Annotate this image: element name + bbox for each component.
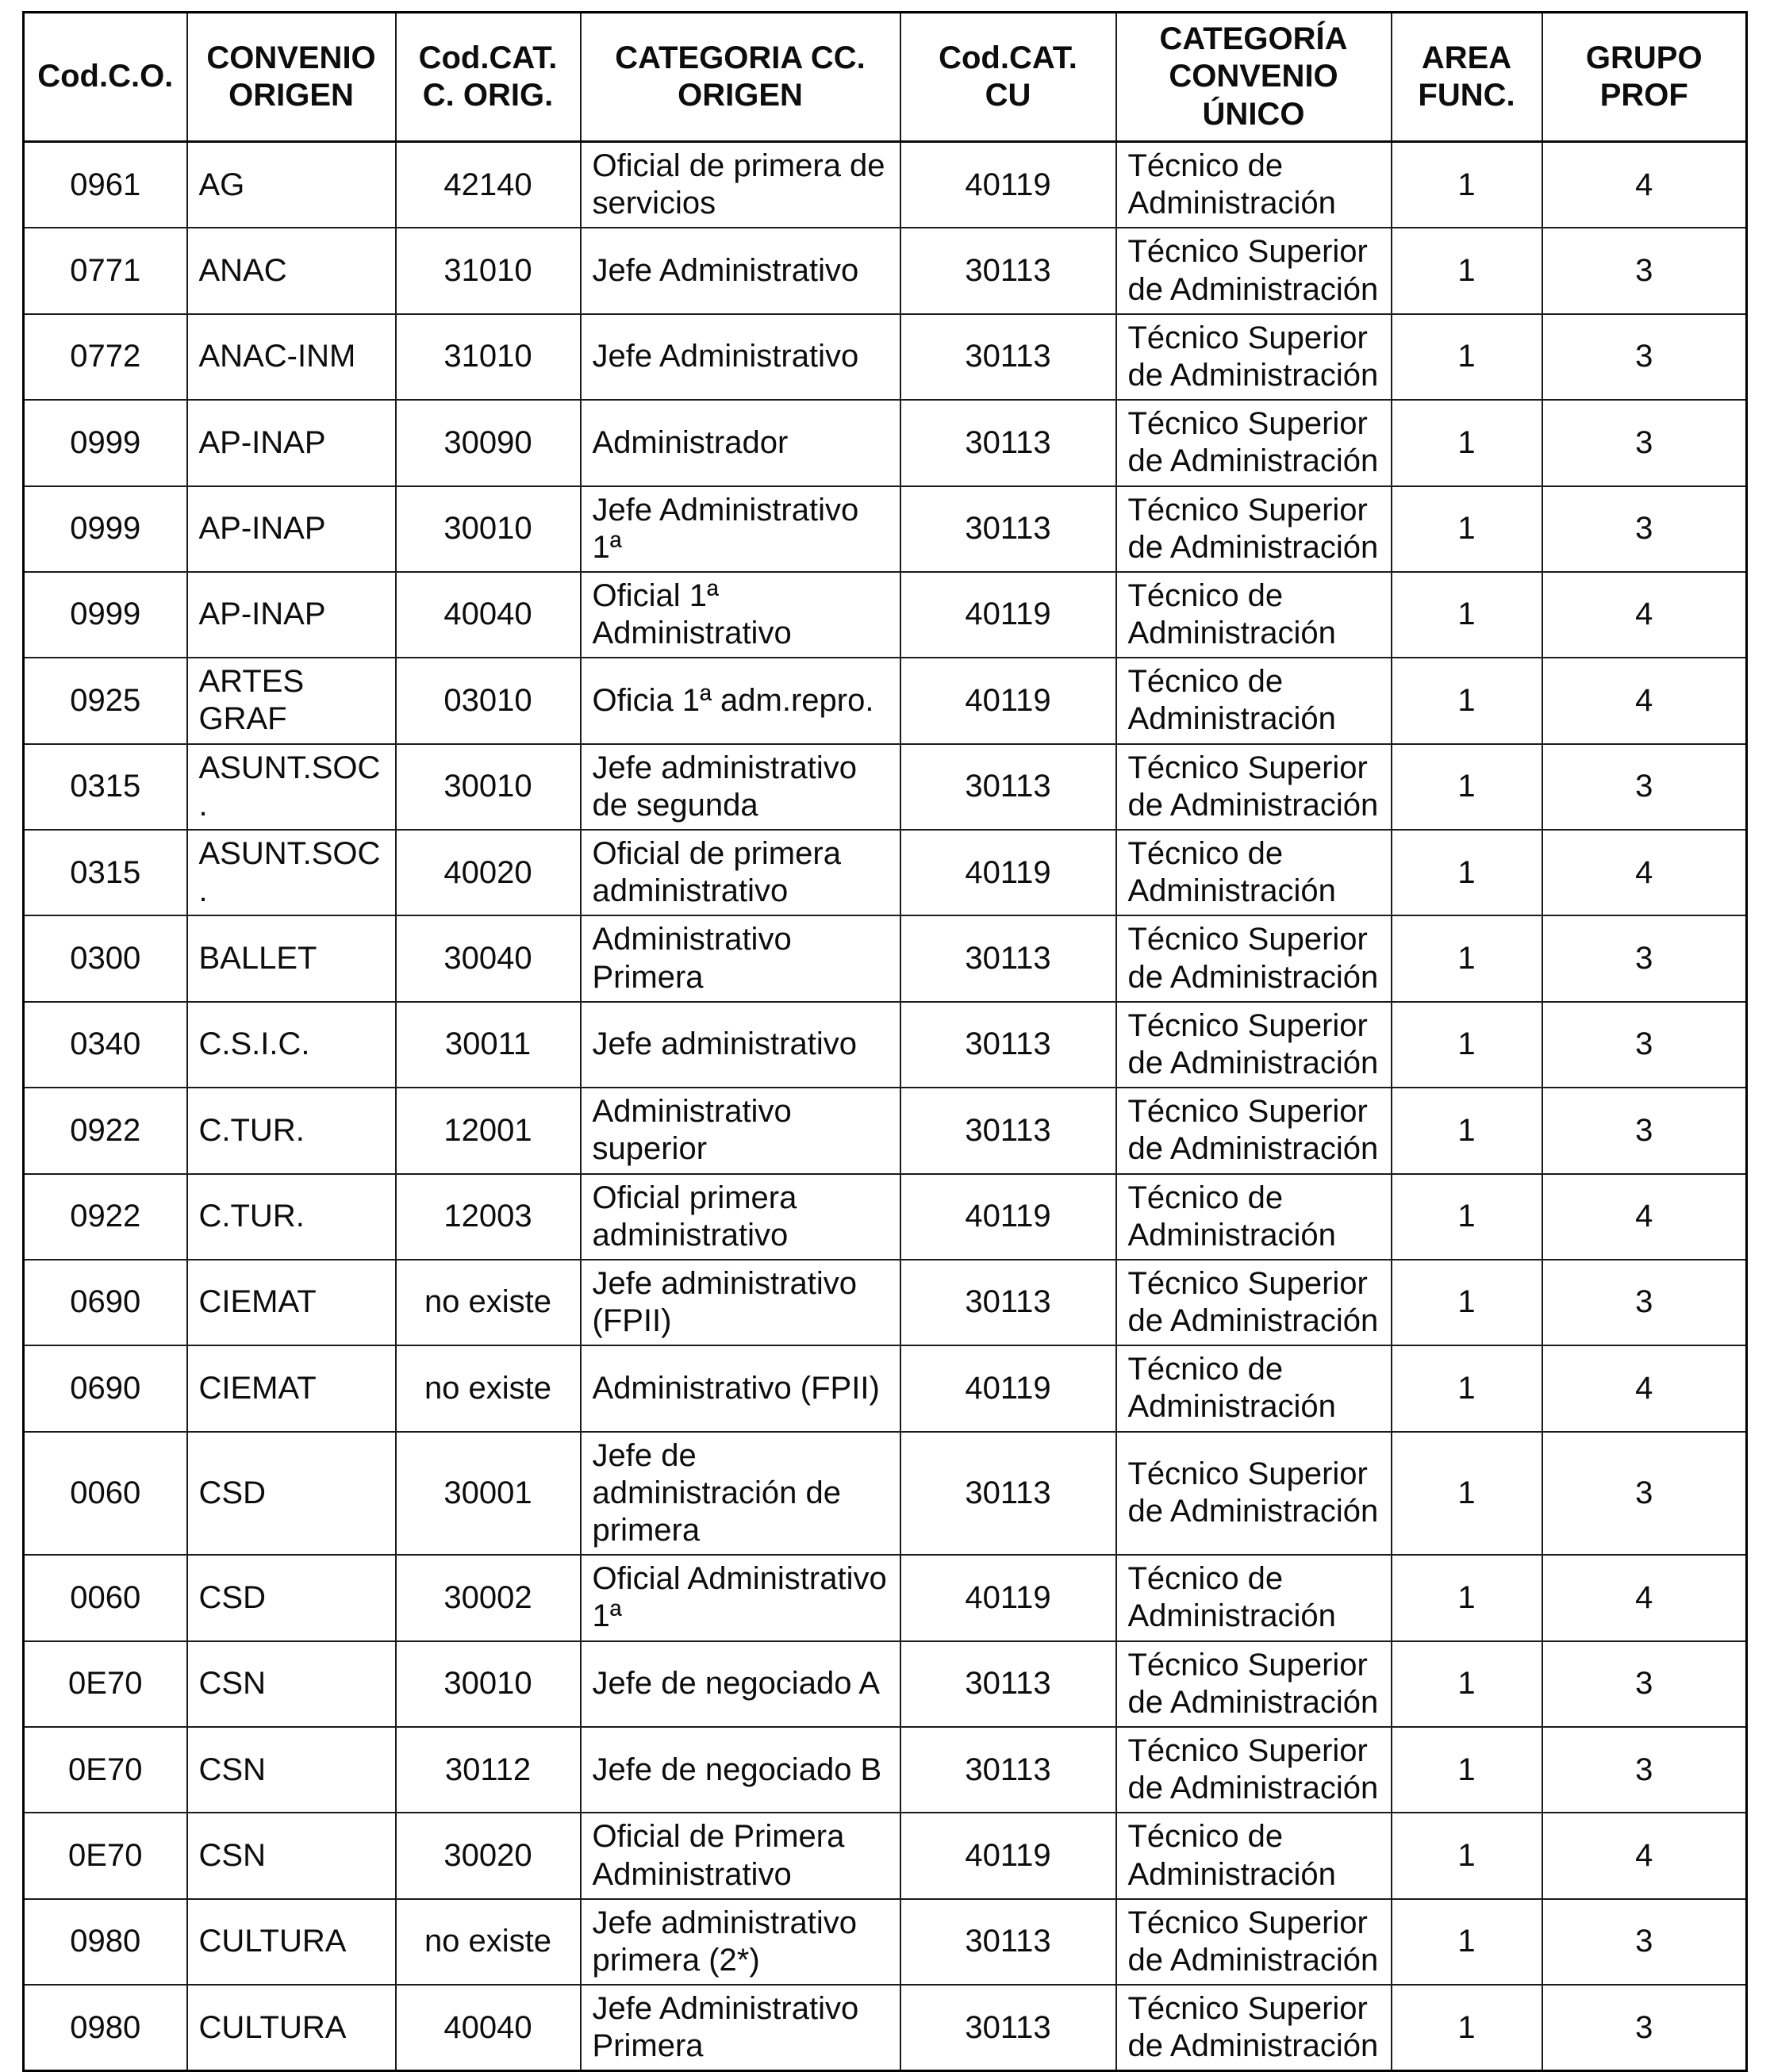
cell-categoria-cc-origen: Administrativo superior — [581, 1088, 900, 1173]
cell-grupo-prof: 3 — [1542, 1002, 1747, 1088]
cell-area-func: 1 — [1392, 1899, 1542, 1985]
table-row — [24, 1174, 1747, 1260]
cell-grupo-prof: 3 — [1542, 744, 1747, 830]
cell-convenio-origen: C.TUR. — [187, 1174, 396, 1260]
cell-convenio-origen: C.TUR. — [187, 1088, 396, 1173]
cell-categoria-convenio-unico: Técnico de Administración — [1116, 830, 1392, 915]
cell-grupo-prof: 4 — [1542, 1555, 1747, 1640]
cell-cod-cat-c-orig: 30040 — [396, 915, 581, 1001]
header-cell-categoria-convenio-unico: CATEGORÍA CONVENIO ÚNICO — [1116, 13, 1392, 142]
header-cell-cod-co: Cod.C.O. — [24, 13, 187, 142]
cell-cod-cat-cu: 30113 — [900, 1985, 1116, 2071]
cell-convenio-origen: ANAC — [187, 228, 396, 313]
table-row — [24, 658, 1747, 743]
cell-cod-cat-cu: 40119 — [900, 830, 1116, 915]
table-row — [24, 1002, 1747, 1088]
header-cell-grupo-prof: GRUPO PROF — [1542, 13, 1747, 142]
cell-area-func: 1 — [1392, 572, 1542, 658]
table-row — [24, 1641, 1747, 1727]
cell-categoria-convenio-unico: Técnico Superior de Administración — [1116, 486, 1392, 572]
cell-grupo-prof: 3 — [1542, 1088, 1747, 1173]
table-header — [24, 13, 1747, 142]
cell-cod-co: 0999 — [24, 486, 187, 572]
cell-grupo-prof: 3 — [1542, 1260, 1747, 1345]
table-row — [24, 1813, 1747, 1898]
header-cell-convenio-origen: CONVENIO ORIGEN — [187, 13, 396, 142]
cell-categoria-convenio-unico: Técnico de Administración — [1116, 572, 1392, 658]
cell-convenio-origen: ARTES GRAF — [187, 658, 396, 743]
category-mapping-table — [22, 11, 1748, 2072]
cell-area-func: 1 — [1392, 486, 1542, 572]
cell-cod-cat-cu: 30113 — [900, 1260, 1116, 1345]
cell-cod-co: 0980 — [24, 1899, 187, 1985]
cell-cod-cat-cu: 40119 — [900, 1174, 1116, 1260]
cell-convenio-origen: CSD — [187, 1555, 396, 1640]
cell-cod-co: 0772 — [24, 314, 187, 400]
cell-categoria-convenio-unico: Técnico Superior de Administración — [1116, 400, 1392, 485]
table-row — [24, 1727, 1747, 1813]
cell-cod-cat-cu: 30113 — [900, 1432, 1116, 1556]
cell-cod-cat-cu: 30113 — [900, 1899, 1116, 1985]
cell-categoria-convenio-unico: Técnico Superior de Administración — [1116, 1002, 1392, 1088]
cell-cod-cat-cu: 30113 — [900, 744, 1116, 830]
cell-area-func: 1 — [1392, 915, 1542, 1001]
table-row — [24, 1985, 1747, 2071]
cell-area-func: 1 — [1392, 1813, 1542, 1898]
cell-convenio-origen: AP-INAP — [187, 400, 396, 485]
cell-cod-cat-cu: 40119 — [900, 572, 1116, 658]
cell-categoria-cc-origen: Administrativo Primera — [581, 915, 900, 1001]
table-row — [24, 915, 1747, 1001]
cell-cod-cat-c-orig: 03010 — [396, 658, 581, 743]
cell-area-func: 1 — [1392, 658, 1542, 743]
cell-grupo-prof: 3 — [1542, 1727, 1747, 1813]
table-row — [24, 486, 1747, 572]
cell-cod-cat-c-orig: 30001 — [396, 1432, 581, 1556]
cell-categoria-cc-origen: Jefe de negociado B — [581, 1727, 900, 1813]
cell-categoria-convenio-unico: Técnico Superior de Administración — [1116, 1088, 1392, 1173]
cell-categoria-convenio-unico: Técnico Superior de Administración — [1116, 1260, 1392, 1345]
table-row — [24, 228, 1747, 313]
cell-cod-co: 0999 — [24, 400, 187, 485]
cell-cod-cat-c-orig: 30002 — [396, 1555, 581, 1640]
header-cell-cod-cat-cu: Cod.CAT. CU — [900, 13, 1116, 142]
cell-area-func: 1 — [1392, 1174, 1542, 1260]
cell-cod-co: 0690 — [24, 1345, 187, 1431]
table-row — [24, 1432, 1747, 1556]
cell-area-func: 1 — [1392, 1260, 1542, 1345]
cell-convenio-origen: AG — [187, 142, 396, 228]
cell-categoria-convenio-unico: Técnico de Administración — [1116, 1345, 1392, 1431]
table-header-row — [24, 13, 1747, 142]
cell-grupo-prof: 4 — [1542, 572, 1747, 658]
cell-cod-cat-c-orig: no existe — [396, 1345, 581, 1431]
cell-cod-co: 0060 — [24, 1432, 187, 1556]
cell-area-func: 1 — [1392, 1985, 1542, 2071]
cell-cod-co: 0961 — [24, 142, 187, 228]
cell-area-func: 1 — [1392, 744, 1542, 830]
table-row — [24, 1088, 1747, 1173]
cell-cod-cat-cu: 30113 — [900, 228, 1116, 313]
cell-convenio-origen: C.S.I.C. — [187, 1002, 396, 1088]
cell-categoria-cc-origen: Oficial de primera de servicios — [581, 142, 900, 228]
cell-area-func: 1 — [1392, 1641, 1542, 1727]
table-row — [24, 1555, 1747, 1640]
cell-categoria-cc-origen: Jefe administrativo — [581, 1002, 900, 1088]
cell-categoria-convenio-unico: Técnico Superior de Administración — [1116, 1727, 1392, 1813]
cell-cod-cat-c-orig: 30011 — [396, 1002, 581, 1088]
cell-cod-cat-c-orig: no existe — [396, 1899, 581, 1985]
cell-cod-co: 0315 — [24, 744, 187, 830]
cell-categoria-cc-origen: Oficial de primera administrativo — [581, 830, 900, 915]
cell-categoria-convenio-unico: Técnico de Administración — [1116, 658, 1392, 743]
cell-cod-cat-cu: 30113 — [900, 1727, 1116, 1813]
cell-categoria-cc-origen: Oficial Administrativo 1ª — [581, 1555, 900, 1640]
cell-cod-co: 0999 — [24, 572, 187, 658]
cell-grupo-prof: 4 — [1542, 1813, 1747, 1898]
cell-categoria-cc-origen: Jefe administrativo de segunda — [581, 744, 900, 830]
cell-cod-cat-c-orig: 30010 — [396, 486, 581, 572]
cell-grupo-prof: 3 — [1542, 1985, 1747, 2071]
cell-area-func: 1 — [1392, 1345, 1542, 1431]
cell-cod-cat-c-orig: 31010 — [396, 228, 581, 313]
cell-cod-cat-cu: 30113 — [900, 400, 1116, 485]
cell-grupo-prof: 3 — [1542, 228, 1747, 313]
table-row — [24, 314, 1747, 400]
cell-cod-co: 0E70 — [24, 1727, 187, 1813]
cell-convenio-origen: ASUNT.SOC. — [187, 744, 396, 830]
cell-cod-co: 0E70 — [24, 1641, 187, 1727]
cell-cod-cat-c-orig: 12001 — [396, 1088, 581, 1173]
cell-cod-cat-cu: 30113 — [900, 1088, 1116, 1173]
cell-cod-co: 0340 — [24, 1002, 187, 1088]
cell-categoria-convenio-unico: Técnico de Administración — [1116, 142, 1392, 228]
cell-area-func: 1 — [1392, 1088, 1542, 1173]
cell-categoria-cc-origen: Oficial de Primera Administrativo — [581, 1813, 900, 1898]
header-cell-cod-cat-c-orig: Cod.CAT. C. ORIG. — [396, 13, 581, 142]
cell-area-func: 1 — [1392, 830, 1542, 915]
cell-convenio-origen: ANAC-INM — [187, 314, 396, 400]
cell-grupo-prof: 3 — [1542, 915, 1747, 1001]
cell-cod-cat-c-orig: 31010 — [396, 314, 581, 400]
cell-categoria-cc-origen: Jefe Administrativo — [581, 228, 900, 313]
cell-categoria-cc-origen: Jefe Administrativo — [581, 314, 900, 400]
cell-convenio-origen: AP-INAP — [187, 572, 396, 658]
cell-cod-cat-c-orig: 40020 — [396, 830, 581, 915]
table-body — [24, 142, 1747, 2071]
cell-cod-cat-cu: 30113 — [900, 1002, 1116, 1088]
cell-categoria-convenio-unico: Técnico de Administración — [1116, 1174, 1392, 1260]
cell-cod-co: 0980 — [24, 1985, 187, 2071]
cell-grupo-prof: 3 — [1542, 400, 1747, 485]
cell-categoria-cc-origen: Oficial 1ª Administrativo — [581, 572, 900, 658]
cell-cod-cat-cu: 30113 — [900, 1641, 1116, 1727]
cell-cod-cat-cu: 40119 — [900, 1345, 1116, 1431]
cell-cod-cat-cu: 30113 — [900, 915, 1116, 1001]
table-row — [24, 1345, 1747, 1431]
cell-cod-cat-c-orig: 40040 — [396, 572, 581, 658]
cell-grupo-prof: 4 — [1542, 142, 1747, 228]
cell-cod-co: 0690 — [24, 1260, 187, 1345]
cell-categoria-cc-origen: Jefe Administrativo Primera — [581, 1985, 900, 2071]
cell-cod-co: 0922 — [24, 1088, 187, 1173]
cell-grupo-prof: 3 — [1542, 314, 1747, 400]
cell-area-func: 1 — [1392, 1432, 1542, 1556]
cell-cod-cat-cu: 40119 — [900, 1555, 1116, 1640]
cell-cod-co: 0060 — [24, 1555, 187, 1640]
table-row — [24, 142, 1747, 228]
cell-area-func: 1 — [1392, 314, 1542, 400]
cell-categoria-convenio-unico: Técnico de Administración — [1116, 1555, 1392, 1640]
cell-cod-co: 0E70 — [24, 1813, 187, 1898]
cell-cod-co: 0771 — [24, 228, 187, 313]
cell-area-func: 1 — [1392, 228, 1542, 313]
cell-cod-cat-c-orig: 30020 — [396, 1813, 581, 1898]
cell-categoria-cc-origen: Administrativo (FPII) — [581, 1345, 900, 1431]
cell-convenio-origen: CULTURA — [187, 1985, 396, 2071]
cell-cod-cat-c-orig: 42140 — [396, 142, 581, 228]
cell-categoria-convenio-unico: Técnico Superior de Administración — [1116, 744, 1392, 830]
cell-grupo-prof: 4 — [1542, 1345, 1747, 1431]
cell-categoria-convenio-unico: Técnico Superior de Administración — [1116, 1899, 1392, 1985]
cell-convenio-origen: CIEMAT — [187, 1345, 396, 1431]
cell-grupo-prof: 3 — [1542, 1432, 1747, 1556]
cell-convenio-origen: CSN — [187, 1813, 396, 1898]
header-cell-area-func: AREA FUNC. — [1392, 13, 1542, 142]
cell-cod-cat-c-orig: 30010 — [396, 744, 581, 830]
cell-grupo-prof: 4 — [1542, 830, 1747, 915]
cell-convenio-origen: CIEMAT — [187, 1260, 396, 1345]
cell-cod-cat-c-orig: 30010 — [396, 1641, 581, 1727]
cell-cod-cat-cu: 40119 — [900, 658, 1116, 743]
table-row — [24, 830, 1747, 915]
cell-area-func: 1 — [1392, 142, 1542, 228]
cell-cod-cat-c-orig: 12003 — [396, 1174, 581, 1260]
cell-cod-co: 0315 — [24, 830, 187, 915]
cell-area-func: 1 — [1392, 400, 1542, 485]
cell-grupo-prof: 3 — [1542, 1899, 1747, 1985]
cell-categoria-convenio-unico: Técnico Superior de Administración — [1116, 228, 1392, 313]
cell-categoria-cc-origen: Jefe de administración de primera — [581, 1432, 900, 1556]
table-row — [24, 572, 1747, 658]
cell-grupo-prof: 3 — [1542, 486, 1747, 572]
cell-categoria-cc-origen: Jefe de negociado A — [581, 1641, 900, 1727]
cell-convenio-origen: BALLET — [187, 915, 396, 1001]
cell-grupo-prof: 4 — [1542, 1174, 1747, 1260]
cell-categoria-cc-origen: Jefe Administrativo 1ª — [581, 486, 900, 572]
cell-cod-co: 0922 — [24, 1174, 187, 1260]
cell-categoria-convenio-unico: Técnico Superior de Administración — [1116, 915, 1392, 1001]
cell-categoria-cc-origen: Jefe administrativo primera (2*) — [581, 1899, 900, 1985]
cell-categoria-cc-origen: Jefe administrativo (FPII) — [581, 1260, 900, 1345]
cell-cod-cat-cu: 30113 — [900, 314, 1116, 400]
cell-cod-co: 0300 — [24, 915, 187, 1001]
cell-categoria-cc-origen: Oficia 1ª adm.repro. — [581, 658, 900, 743]
cell-cod-co: 0925 — [24, 658, 187, 743]
cell-cod-cat-c-orig: 40040 — [396, 1985, 581, 2071]
header-cell-categoria-cc-origen: CATEGORIA CC. ORIGEN — [581, 13, 900, 142]
cell-cod-cat-c-orig: no existe — [396, 1260, 581, 1345]
cell-categoria-convenio-unico: Técnico Superior de Administración — [1116, 1985, 1392, 2071]
table-row — [24, 1899, 1747, 1985]
table-row — [24, 400, 1747, 485]
table-row — [24, 1260, 1747, 1345]
cell-grupo-prof: 4 — [1542, 658, 1747, 743]
cell-area-func: 1 — [1392, 1555, 1542, 1640]
table-row — [24, 744, 1747, 830]
cell-categoria-convenio-unico: Técnico Superior de Administración — [1116, 1432, 1392, 1556]
cell-convenio-origen: CSN — [187, 1727, 396, 1813]
cell-categoria-convenio-unico: Técnico de Administración — [1116, 1813, 1392, 1898]
cell-cod-cat-c-orig: 30112 — [396, 1727, 581, 1813]
cell-convenio-origen: CULTURA — [187, 1899, 396, 1985]
cell-categoria-cc-origen: Oficial primera administrativo — [581, 1174, 900, 1260]
cell-cod-cat-cu: 40119 — [900, 142, 1116, 228]
cell-grupo-prof: 3 — [1542, 1641, 1747, 1727]
cell-area-func: 1 — [1392, 1727, 1542, 1813]
cell-categoria-convenio-unico: Técnico Superior de Administración — [1116, 314, 1392, 400]
cell-cod-cat-cu: 40119 — [900, 1813, 1116, 1898]
cell-convenio-origen: ASUNT.SOC. — [187, 830, 396, 915]
cell-cod-cat-c-orig: 30090 — [396, 400, 581, 485]
cell-cod-cat-cu: 30113 — [900, 486, 1116, 572]
cell-convenio-origen: AP-INAP — [187, 486, 396, 572]
cell-categoria-convenio-unico: Técnico Superior de Administración — [1116, 1641, 1392, 1727]
cell-categoria-cc-origen: Administrador — [581, 400, 900, 485]
cell-convenio-origen: CSN — [187, 1641, 396, 1727]
cell-convenio-origen: CSD — [187, 1432, 396, 1556]
cell-area-func: 1 — [1392, 1002, 1542, 1088]
